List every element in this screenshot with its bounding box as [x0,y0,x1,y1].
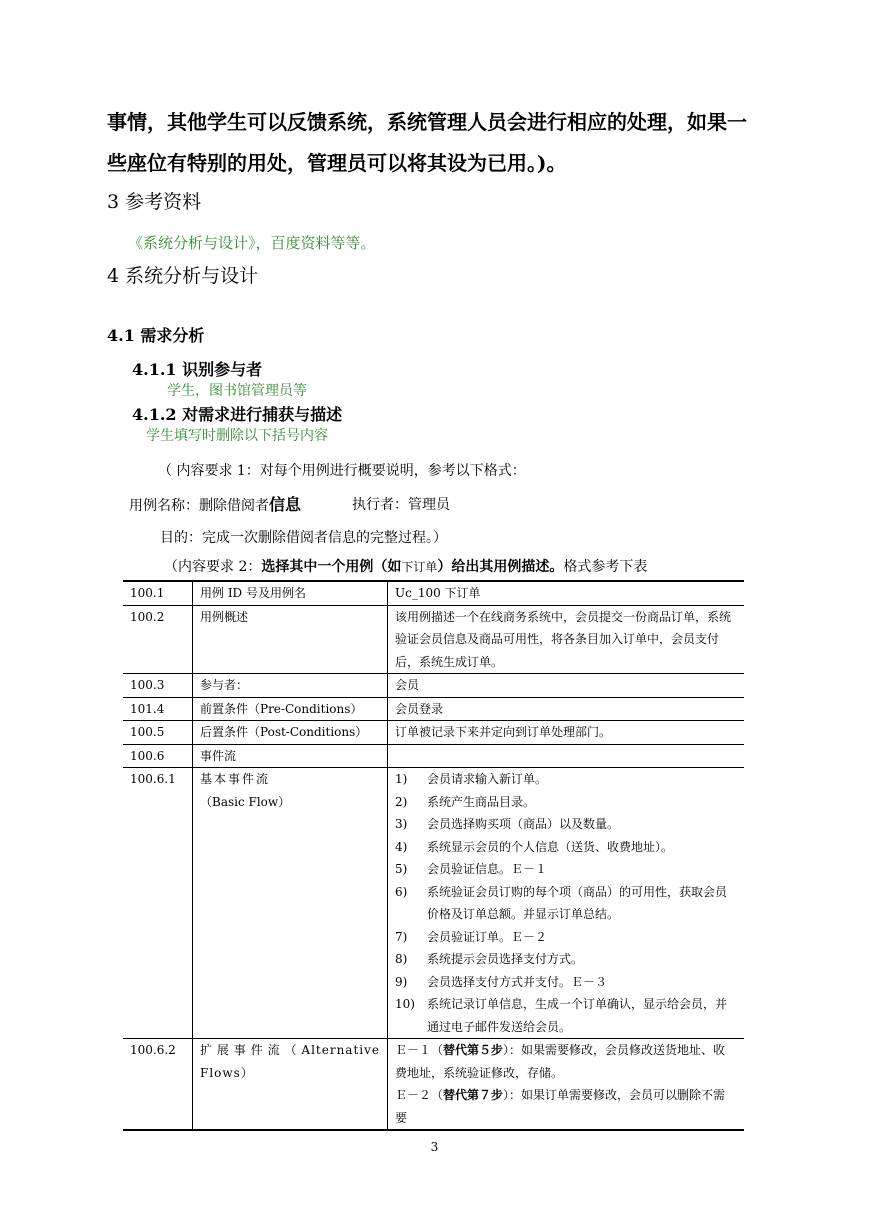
list-item: 7) 会员验证订单。Ｅ－２ [395,929,548,944]
req2-mid: 下订单 [401,560,438,574]
section-4-1-1-heading: 4.1.1 识别参与者 [132,360,263,379]
req2-bold-2: ）给出其用例描述。 [437,559,564,575]
row-id: 100.3 [123,674,193,698]
row-value: Uc_100 下订单 [388,581,745,605]
alt-flow-2: Ｅ－２（替代第７步）：如果订单需要修改，会员可以删除不需要 [395,1088,726,1125]
row-label: 用例 ID 号及用例名 [193,581,388,605]
row-label: 前置条件（Pre-Conditions） [193,697,388,721]
basic-flow-steps [395,768,737,1038]
row-id: 100.2 [123,605,193,674]
requirement-1-text: （ 内容要求 1：对每个用例进行概要说明，参考以下格式： [158,463,526,479]
purpose-text: 目的：完成一次删除借阅者信息的完整过程。） [160,530,447,546]
actor-text: 执行者：管理员 [352,497,450,513]
usecase-name [129,492,301,515]
list-item: 3) 会员选择购买项（商品）以及数量。 [395,817,620,831]
row-id: 101.4 [123,697,193,721]
basic-flow-label: 基本事件流 [200,772,271,786]
row-label: 事件流 [193,744,388,768]
req2-prefix: （内容要求 2： [164,559,262,575]
list-item: 10) 系统记录订单信息，生成一个订单确认，显示给会员，并通过电子邮件发送给会员。 [395,997,728,1034]
row-id: 100.1 [123,581,193,605]
table-row [123,768,744,1039]
basic-flow-label-en: （Basic Flow） [200,794,291,809]
row-value: 会员 [388,674,745,698]
table-row [123,697,744,721]
table-row [123,605,744,674]
section-4-heading: 4 系统分析与设计 [107,265,259,287]
list-item: 2) 系统产生商品目录。 [395,794,536,809]
row-value: 会员登录 [388,697,745,721]
paragraph-line-2: 些座位有特别的用处，管理员可以将其设为已用。)。 [107,151,567,175]
section-3-content: 《系统分析与设计》，百度资料等等。 [128,234,376,252]
row-value: 该用例描述一个在线商务系统中，会员提交一份商品订单，系统验证会员信息及商品可用性，将各条目加入订单中，会员支付后，系统生成订单。 [388,605,745,674]
table-row [123,744,744,768]
section-4-1-2-note: 学生填写时删除以下括号内容 [146,428,328,444]
list-item: 5) 会员验证信息。Ｅ－１ [395,862,548,876]
row-label: 参与者： [193,674,388,698]
paragraph-line-1: 事情，其他学生可以反馈系统，系统管理人员会进行相应的处理，如果一 [107,110,747,134]
table-row [123,674,744,698]
usecase-name-bold: 信息 [269,495,302,514]
page-number: 3 [430,1140,439,1154]
row-label: 后置条件（Post-Conditions） [193,721,388,745]
list-item: 4) 系统显示会员的个人信息（送货、收费地址）。 [395,839,674,854]
row-label [193,768,388,1039]
row-value [388,744,745,768]
section-3-heading: 3 参考资料 [107,191,202,213]
row-value [388,1039,745,1131]
row-label: 用例概述 [193,605,388,674]
usecase-name-prefix: 用例名称：删除借阅者 [129,498,269,514]
list-item: 8) 系统提示会员选择支付方式。 [395,952,584,966]
row-id: 100.6.1 [123,768,193,1039]
alt-flow-1: Ｅ－１（替代第５步）：如果需要修改，会员修改送货地址、收费地址，系统验证修改，存储。 [395,1043,726,1080]
use-case-table [123,580,744,1131]
table-row [123,721,744,745]
row-id: 100.6 [123,744,193,768]
section-4-1-heading: 4.1 需求分析 [107,326,205,345]
table-row [123,581,744,605]
row-id: 100.5 [123,721,193,745]
row-label: 扩展事件流（Alternative Flows） [193,1039,388,1131]
row-value [388,768,745,1039]
list-item: 6) 系统验证会员订购的每个项（商品）的可用性，获取会员价格及订单总额。并显示订单总结。 [395,884,728,921]
list-item: 9) 会员选择支付方式并支付。Ｅ－３ [395,974,608,989]
req2-bold-1: 选择其中一个用例（如 [261,559,402,575]
table-row [123,1039,744,1131]
row-value: 订单被记录下来并定向到订单处理部门。 [388,721,745,745]
requirement-2-text [164,556,647,576]
req2-suffix: 格式参考下表 [563,559,648,575]
section-4-1-1-content: 学生，图书馆管理员等 [167,383,307,399]
list-item: 1) 会员请求输入新订单。 [395,772,548,786]
section-4-1-2-heading: 4.1.2 对需求进行捕获与描述 [132,405,343,424]
row-id: 100.6.2 [123,1039,193,1131]
